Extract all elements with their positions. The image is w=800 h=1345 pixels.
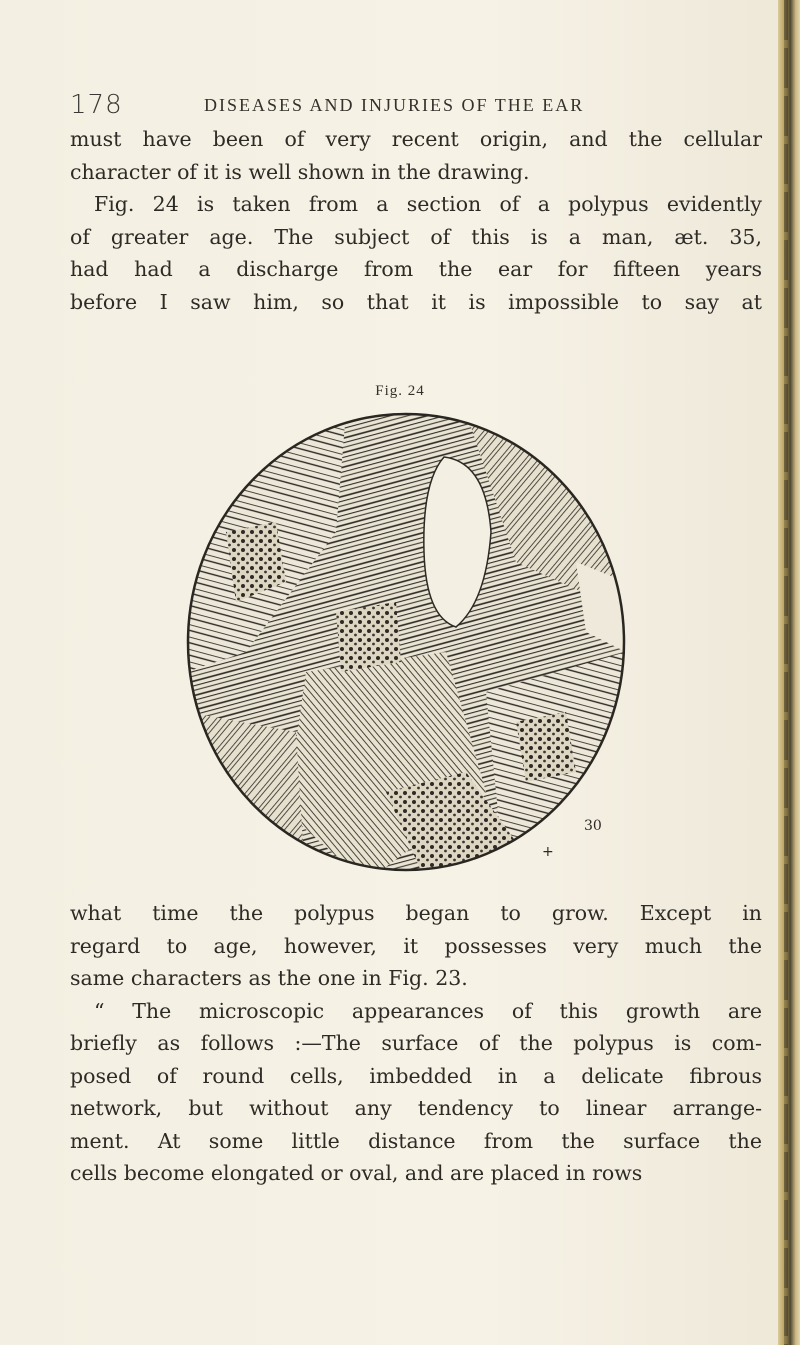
page-header: [70, 90, 760, 120]
text-line: Fig. 24 is taken from a section of a polypus evidently: [94, 192, 762, 216]
text-line: “ The microscopic appearances of this growth are: [94, 998, 762, 1023]
text-line: what time the polypus began to grow. Except in: [70, 901, 762, 925]
figure-annotation: +: [542, 844, 554, 860]
text-line: regard to age, however, it possesses very much the: [70, 933, 762, 958]
text-line: posed of round cells, imbedded in a delicate fibrous: [70, 1063, 762, 1088]
paragraph-block-bottom: [70, 897, 762, 1190]
text-line: before I saw him, so that it is impossible to say at: [70, 289, 762, 314]
text-line: briefly as follows :—The surface of the polypus is com-: [70, 1031, 762, 1055]
microscopic-section-illustration: [186, 412, 626, 892]
figure-annotation: 30: [584, 818, 602, 834]
page-number: 178: [70, 90, 123, 120]
figure-caption: Fig. 24: [375, 383, 425, 399]
text-line: character of it is well shown in the drawing.: [70, 159, 530, 184]
text-line: cells become elongated or oval, and are placed in rows: [70, 1161, 643, 1185]
page-edge-shadow: [778, 0, 800, 1345]
text-line: ment. At some little distance from the surface the: [70, 1128, 762, 1153]
text-line: must have been of very recent origin, and the cellular: [70, 127, 762, 151]
running-head: DISEASES AND INJURIES OF THE EAR: [204, 95, 585, 115]
paragraph-block-top: [70, 123, 762, 318]
text-line: of greater age. The subject of this is a man, æt. 35,: [70, 224, 762, 249]
text-line: had had a discharge from the ear for fifteen years: [70, 257, 762, 281]
text-line: same characters as the one in Fig. 23.: [70, 966, 468, 990]
text-line: network, but without any tendency to linear arrange-: [70, 1096, 762, 1120]
